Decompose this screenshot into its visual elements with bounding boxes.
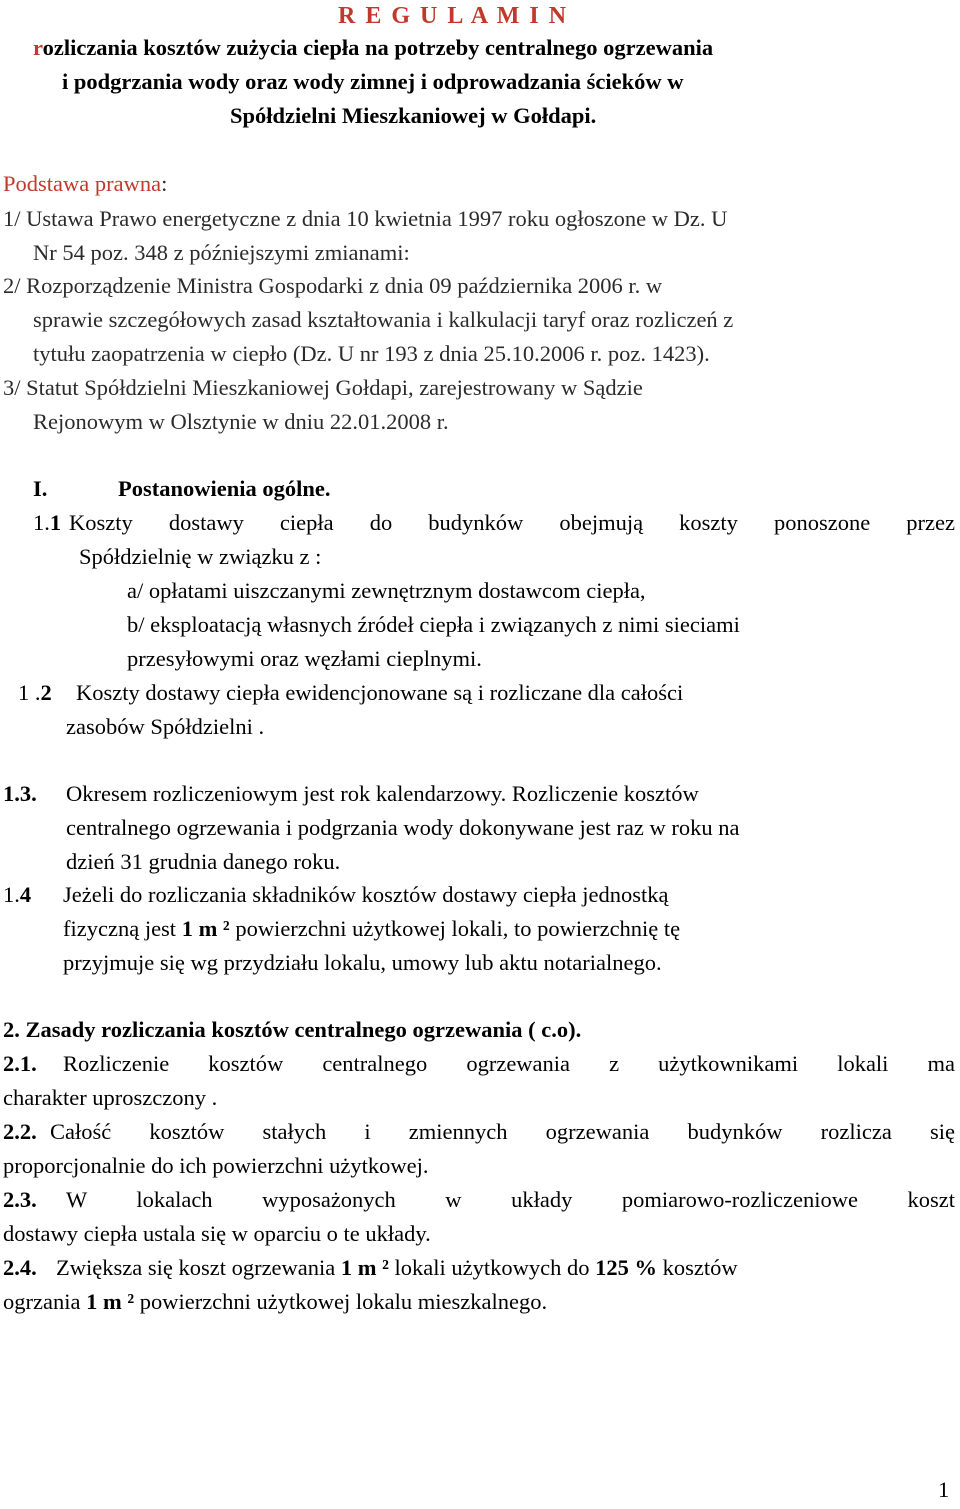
legal-basis-heading-colon: : (161, 171, 168, 196)
percentage-value: 125 % (595, 1255, 657, 1280)
subtitle-line-1-text: ozliczania kosztów zużycia ciepła na potrzeby centralnego ogrzewania (42, 35, 714, 60)
paragraph-2-4-number: 2.4. (3, 1255, 37, 1280)
paragraph-2-4-line-1-b: lokali użytkowych do (388, 1255, 596, 1280)
paragraph-1-3-number: 1.3. (3, 781, 37, 806)
area-unit: 1 m ² (181, 916, 230, 941)
legal-basis-line-6: 3/ Statut Spółdzielni Mieszkaniowej Gołdapi, zarejestrowany w Sądzie (3, 375, 643, 400)
area-unit: 1 m ² (340, 1255, 389, 1280)
paragraph-1-4-line-2 (63, 915, 680, 943)
paragraph-2-3-line-1: W lokalach wyposażonych w układy pomiarowo-rozliczeniowe koszt (66, 1187, 955, 1212)
paragraph-1-1-item-b-line-2: przesyłowymi oraz węzłami cieplnymi. (127, 646, 482, 671)
subtitle-line-1 (33, 34, 713, 62)
paragraph-1-4-line-2-b: powierzchni użytkowej lokali, to powierzchnię tę (229, 916, 681, 941)
paragraph-2-4-line-1 (56, 1254, 738, 1282)
paragraph-1-2-line-2: zasobów Spółdzielni . (66, 714, 265, 739)
paragraph-2-3-line-2: dostawy ciepła ustala się w oparciu o te układy. (3, 1221, 431, 1246)
section-2-title: 2. Zasady rozliczania kosztów centralnego ogrzewania ( c.o). (3, 1017, 582, 1042)
paragraph-1-4-number (3, 881, 31, 909)
legal-basis-line-4: sprawie szczegółowych zasad kształtowania i kalkulacji taryf oraz rozliczeń z (33, 307, 734, 332)
paragraph-1-1-item-b-line-1: b/ eksploatacją własnych źródeł ciepła i związanych z nimi sieciami (127, 612, 740, 637)
paragraph-2-2-line-2: proporcjonalnie do ich powierzchni użytkowej. (3, 1153, 429, 1178)
subtitle-line-2: i podgrzania wody oraz wody zimnej i odprowadzania ścieków w (62, 69, 684, 94)
paragraph-1-4-number-suffix: 4 (19, 882, 32, 907)
paragraph-1-2-number-suffix: 2 (40, 680, 52, 705)
legal-basis-heading-text: Podstawa prawna (3, 171, 162, 196)
legal-basis-line-3: 2/ Rozporządzenie Ministra Gospodarki z dnia 09 października 2006 r. w (3, 273, 663, 298)
paragraph-1-4-line-3: przyjmuje się wg przydziału lokalu, umowy lub aktu notarialnego. (63, 950, 662, 975)
paragraph-1-1-number (33, 509, 61, 537)
paragraph-2-3-number: 2.3. (3, 1187, 37, 1212)
paragraph-1-1-item-a: a/ opłatami uiszczanymi zewnętrznym dostawcom ciepła, (127, 578, 646, 603)
paragraph-1-2-line-1: Koszty dostawy ciepła ewidencjonowane są i rozliczane dla całości (76, 680, 684, 705)
section-1-number: I. (33, 476, 48, 501)
paragraph-2-4-line-2-a: ogrzania (3, 1289, 87, 1314)
paragraph-1-4-number-text: 1. (3, 882, 20, 907)
page-number: 1 (938, 1477, 950, 1502)
paragraph-2-4-line-1-c: kosztów (656, 1255, 738, 1280)
section-1-title: Postanowienia ogólne. (118, 476, 331, 501)
paragraph-1-4-line-1: Jeżeli do rozliczania składników kosztów dostawy ciepła jednostką (63, 882, 669, 907)
paragraph-1-3-line-3: dzień 31 grudnia danego roku. (66, 849, 341, 874)
paragraph-2-1-line-2: charakter uproszczony . (3, 1085, 218, 1110)
legal-basis-line-2: Nr 54 poz. 348 z późniejszymi zmianami: (33, 240, 410, 265)
subtitle-first-letter: r (33, 35, 43, 60)
paragraph-1-1-line-2: Spółdzielnię w związku z : (79, 544, 322, 569)
paragraph-1-3-line-1: Okresem rozliczeniowym jest rok kalendarzowy. Rozliczenie kosztów (66, 781, 699, 806)
paragraph-1-1-number-suffix: 1 (49, 510, 62, 535)
paragraph-2-4-line-2-b: powierzchni użytkowej lokalu mieszkalnego. (134, 1289, 548, 1314)
document-title: R E G U L A M I N (338, 3, 569, 29)
legal-basis-line-5: tytułu zaopatrzenia w ciepło (Dz. U nr 193 z dnia 25.10.2006 r. poz. 1423). (33, 341, 710, 366)
legal-basis-line-1: 1/ Ustawa Prawo energetyczne z dnia 10 kwietnia 1997 roku ogłoszone w Dz. U (3, 206, 728, 231)
paragraph-2-1-line-1: Rozliczenie kosztów centralnego ogrzewania z użytkownikami lokali ma (63, 1051, 955, 1076)
paragraph-1-2-number-text: 1 . (18, 680, 41, 705)
paragraph-1-3-line-2: centralnego ogrzewania i podgrzania wody dokonywane jest raz w roku na (66, 815, 740, 840)
paragraph-1-2-number (18, 679, 52, 707)
paragraph-2-4-line-2 (3, 1288, 547, 1316)
area-unit: 1 m ² (86, 1289, 135, 1314)
legal-basis-line-7: Rejonowym w Olsztynie w dniu 22.01.2008 r. (33, 409, 449, 434)
paragraph-2-4-line-1-a: Zwiększa się koszt ogrzewania (56, 1255, 341, 1280)
paragraph-1-1-line-1: Koszty dostawy ciepła do budynków obejmują koszty ponoszone przez (69, 510, 955, 535)
paragraph-2-2-line-1: Całość kosztów stałych i zmiennych ogrzewania budynków rozlicza się (50, 1119, 955, 1144)
legal-basis-heading (3, 170, 167, 198)
paragraph-2-2-number: 2.2. (3, 1119, 37, 1144)
subtitle-line-3: Spółdzielni Mieszkaniowej w Gołdapi. (230, 103, 597, 128)
paragraph-2-1-number: 2.1. (3, 1051, 37, 1076)
paragraph-1-1-number-text: 1. (33, 510, 50, 535)
paragraph-1-4-line-2-a: fizyczną jest (63, 916, 182, 941)
